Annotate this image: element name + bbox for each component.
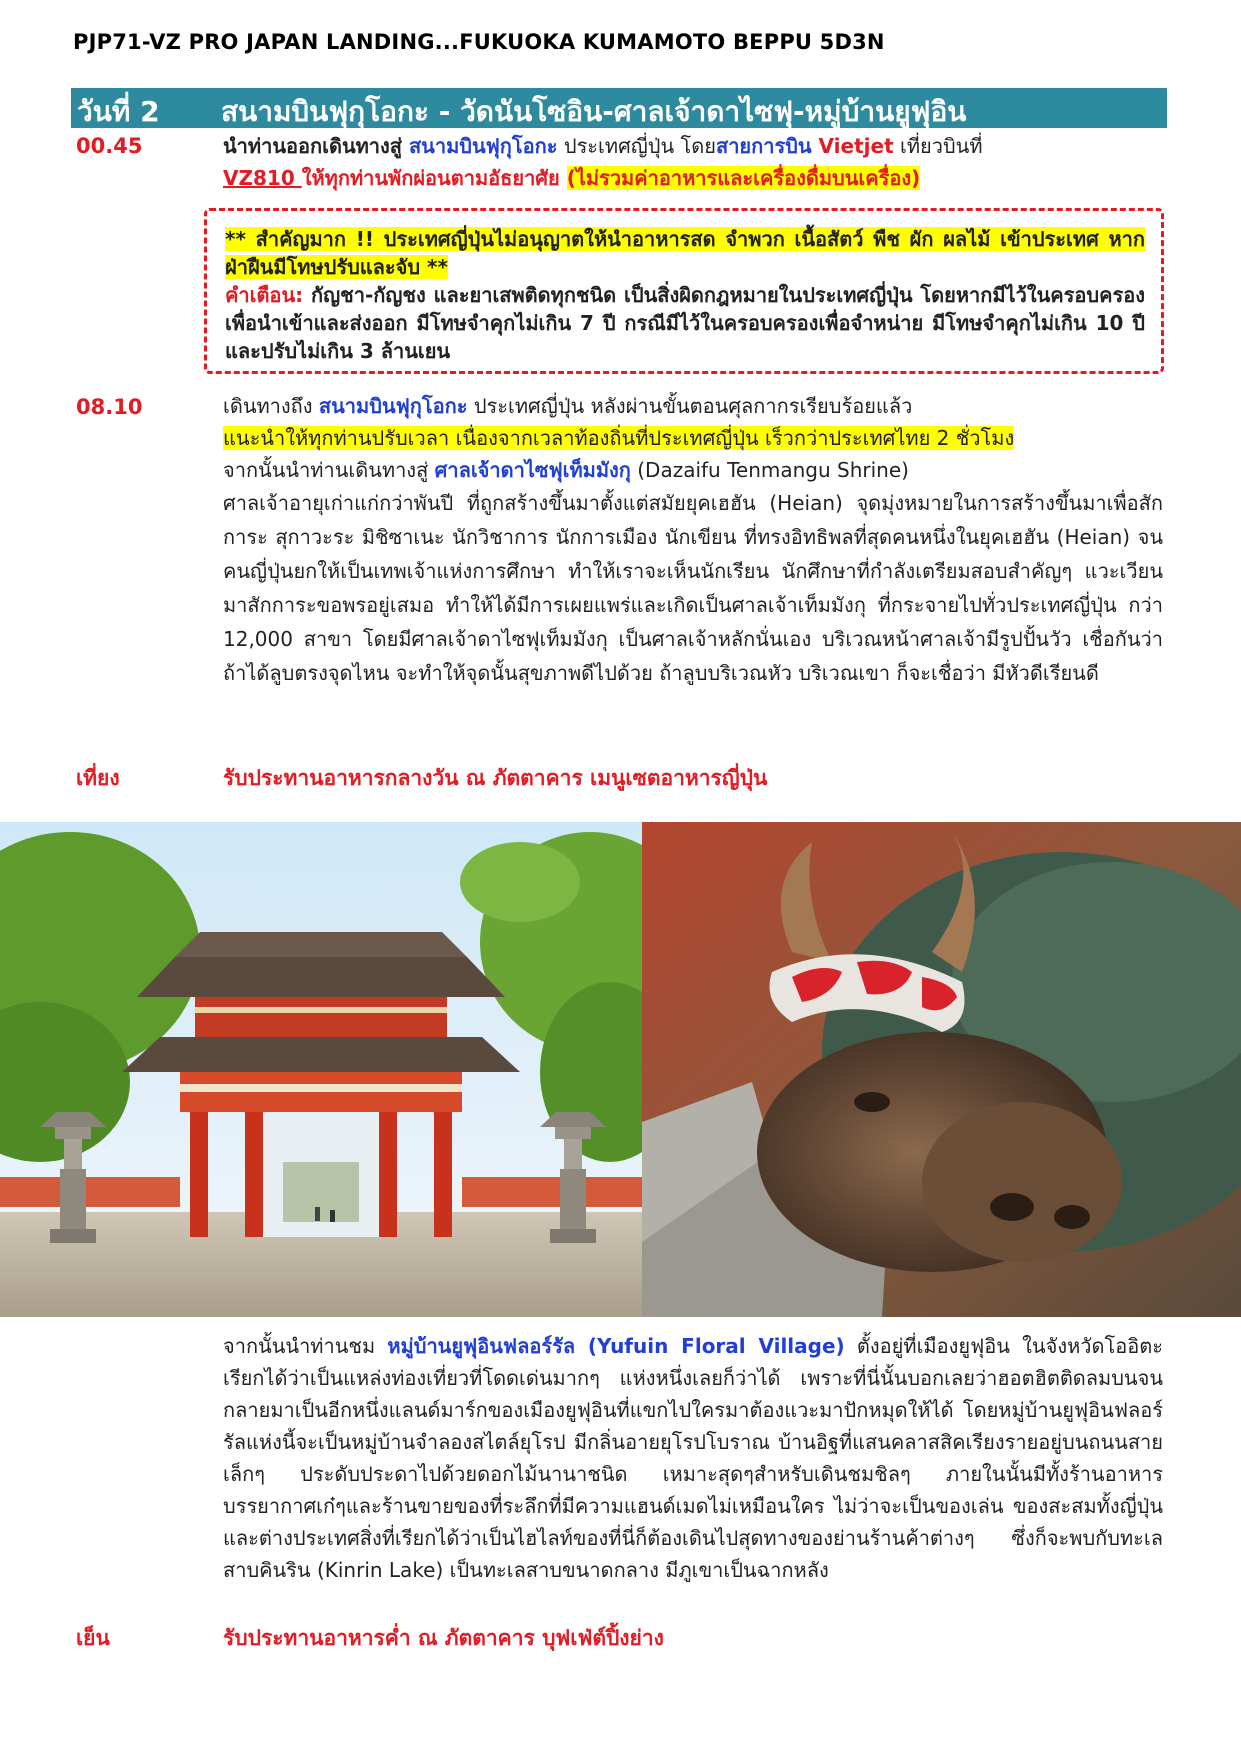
entry2-travel: จากนั้นนำท่านเดินทางสู่ [223, 458, 435, 482]
warning-import-notice: ** สำคัญมาก !! ประเทศญี่ปุ่นไม่อนุญาตให้นำอาหารสด จำพวก เนื้อสัตว์ พืช ผัก ผลไม้ เข้าประเทศ หากฝ่าฝืนมีโทษปรับและจับ ** [225, 227, 1145, 279]
entry1-flight-label: เที่ยวบินที่ [893, 134, 983, 158]
shrine-gate-photo [0, 822, 642, 1317]
day-label: วันที่ 2 [77, 95, 160, 128]
ox-statue-photo [642, 822, 1241, 1317]
entry3-description: ตั้งอยู่ที่เมืองยูฟุอิน ในจังหวัดโออิตะ เรียกได้ว่าเป็นแหล่งท่องเที่ยวที่โดดเด่นมากๆ แห่งหนึ่งเลยก็ว่าได้ เพราะที่นี่นั้นบอกเลยว่าฮอตฮิตติดลมบนจนกลายมาเป็นอีกหนึ่งแลนด์มาร์กของเมืองยูฟุอินที่แขกไปใครมาต้องแวะมาปักหมุดให้ได้ โดยหมู่บ้านยูฟุอินฟลอร์รัลแห่งนี้จะเป็นหมู่บ้านจำลองสไตล์ยุโรป มีกลิ่นอายยุโรปโบราณ บ้านอิฐที่แสนคลาสสิคเรียงรายอยู่บนถนนสายเล็กๆ ประดับประดาไปด้วยดอกไม้นานาชนิด เหมาะสุดๆสำหรับเดินชมชิลๆ ภายในนั้นมีทั้งร้านอาหารบรรยากาศเก๋ๆและร้านขายของที่ระลึกที่มีความแฮนด์เมดไม่เหมือนใคร ไม่ว่าจะเป็นของเล่น ของสะสมทั้งญี่ปุ่นและต่างประเทศสิ่งที่เรียกได้ว่าเป็นไฮไลท์ของที่นี่ก็ต้องเดินไปสุดทางของย่านร้านค้าต่างๆ ซึ่งก็จะพบกับทะเลสาบคินริน (Kinrin Lake) เป็นทะเลสาบขนาดกลาง มีภูเขาเป็นฉากหลัง [223, 1334, 1163, 1582]
day-title: สนามบินฟุกุโอกะ - วัดนันโซอิน-ศาลเจ้าดาไซฟุ-หมู่บ้านยูฟุอิน [221, 95, 967, 128]
entry1-rest: ให้ทุกท่านพักผ่อนตามอัธยาศัย [301, 166, 567, 190]
entry2-arrive: เดินทางถึง [223, 394, 319, 418]
warning-drug-text: กัญชา-กัญชง และยาเสพติดทุกชนิด เป็นสิ่งผิดกฎหมายในประเทศญี่ปุ่น โดยหากมีไว้ในครอบครองเพื่อนำเข้าและส่งออก มีโทษจำคุกไม่เกิน 7 ปี กรณีมีไว้ในครอบครองเพื่อจำหน่าย มีโทษจำคุกไม่เกิน 10 ปี และปรับไม่เกิน 3 ล้านเยน [225, 283, 1145, 363]
day-header-bar [71, 88, 1167, 128]
entry2-customs: ประเทศญี่ปุ่น หลังผ่านขั้นตอนศุลกากรเรียบร้อยแล้ว [467, 394, 913, 418]
entry3-intro: จากนั้นนำท่านชม [223, 1334, 388, 1358]
entry3-village-name: หมู่บ้านยูฟุอินฟลอร์รัล (Yufuin Floral Village) [387, 1334, 845, 1358]
time-0810: 08.10 [76, 395, 143, 419]
entry2-airport: สนามบินฟุกุโอกะ [318, 394, 468, 418]
entry2-shrine-description: ศาลเจ้าอายุเก่าแก่กว่าพันปี ที่ถูกสร้างขึ้นมาตั้งแต่สมัยยุคเฮฮัน (Heian) จุดมุ่งหมายในการสร้างขึ้นมาเพื่อสักการะ สุกาวะระ มิชิซาเนะ นักวิชาการ นักการเมือง นักเขียน ที่ทรงอิทธิพลที่สุดคนหนึ่งในยุคเฮฮัน (Heian) จนคนญี่ปุ่นยกให้เป็นเทพเจ้าแห่งการศึกษา ทำให้เราจะเห็นนักเรียน นักศึกษาที่กำลังเตรียมสอบสำคัญๆ แวะเวียนมาสักการะขอพรอยู่เสมอ ทำให้ได้มีการเผยแพร่และเกิดเป็นศาลเจ้าเท็มมังกุ ที่กระจายไปทั่วประเทศญี่ปุ่น กว่า 12,000 สาขา โดยมีศาลเจ้าดาไซฟุเท็มมังกุ เป็นศาลเจ้าหลักนั่นเอง บริเวณหน้าศาลเจ้ามีรูปปั้นวัว เชื่อกันว่าถ้าได้ลูบตรงจุดไหน จะทำให้จุดนั้นสุขภาพดีไปด้วย ถ้าลูบบริเวณหัว บริเวณเขา ก็จะเชื่อว่า มีหัวดีเรียนดี [223, 491, 1163, 685]
entry1-meal-note: (ไม่รวมค่าอาหารและเครื่องดื่มบนเครื่อง) [566, 166, 921, 190]
entry1-airline: Vietjet [811, 134, 894, 158]
entry1-lead: นำท่านออกเดินทางสู่ [223, 134, 409, 158]
lunch-text: รับประทานอาหารกลางวัน ณ ภัตตาคาร เมนูเซตอาหารญี่ปุ่น [223, 766, 768, 790]
entry2-time-notice: แนะนำให้ทุกท่านปรับเวลา เนื่องจากเวลาท้องถิ่นที่ประเทศญี่ปุ่น เร็วกว่าประเทศไทย 2 ชั่วโมง [223, 426, 1015, 450]
entry1-country: ประเทศญี่ปุ่น โดย [557, 134, 716, 158]
entry1-airport: สนามบินฟุกุโอกะ [408, 134, 558, 158]
dinner-time: เย็น [76, 1626, 110, 1650]
document-title: PJP71-VZ PRO JAPAN LANDING...FUKUOKA KUMAMOTO BEPPU 5D3N [73, 30, 885, 54]
entry2-shrine-name: ศาลเจ้าดาไซฟุเท็มมังกุ [434, 458, 631, 482]
dinner-text: รับประทานอาหารค่ำ ณ ภัตตาคาร บุฟเฟ่ต์ปิ้งย่าง [223, 1626, 664, 1650]
lunch-time: เที่ยง [76, 766, 120, 790]
entry-yufuin-text [223, 1330, 1163, 1586]
entry-0045-text [223, 130, 1163, 194]
entry2-shrine-en: (Dazaifu Tenmangu Shrine) [630, 458, 909, 482]
entry-0810-text [223, 390, 1163, 690]
entry1-airline-label: สายการบิน [715, 134, 812, 158]
entry1-flight-number: VZ810 [223, 166, 302, 190]
warning-box [204, 208, 1164, 374]
time-0045: 00.45 [76, 134, 143, 158]
warning-label: คำเตือน: [225, 283, 304, 307]
